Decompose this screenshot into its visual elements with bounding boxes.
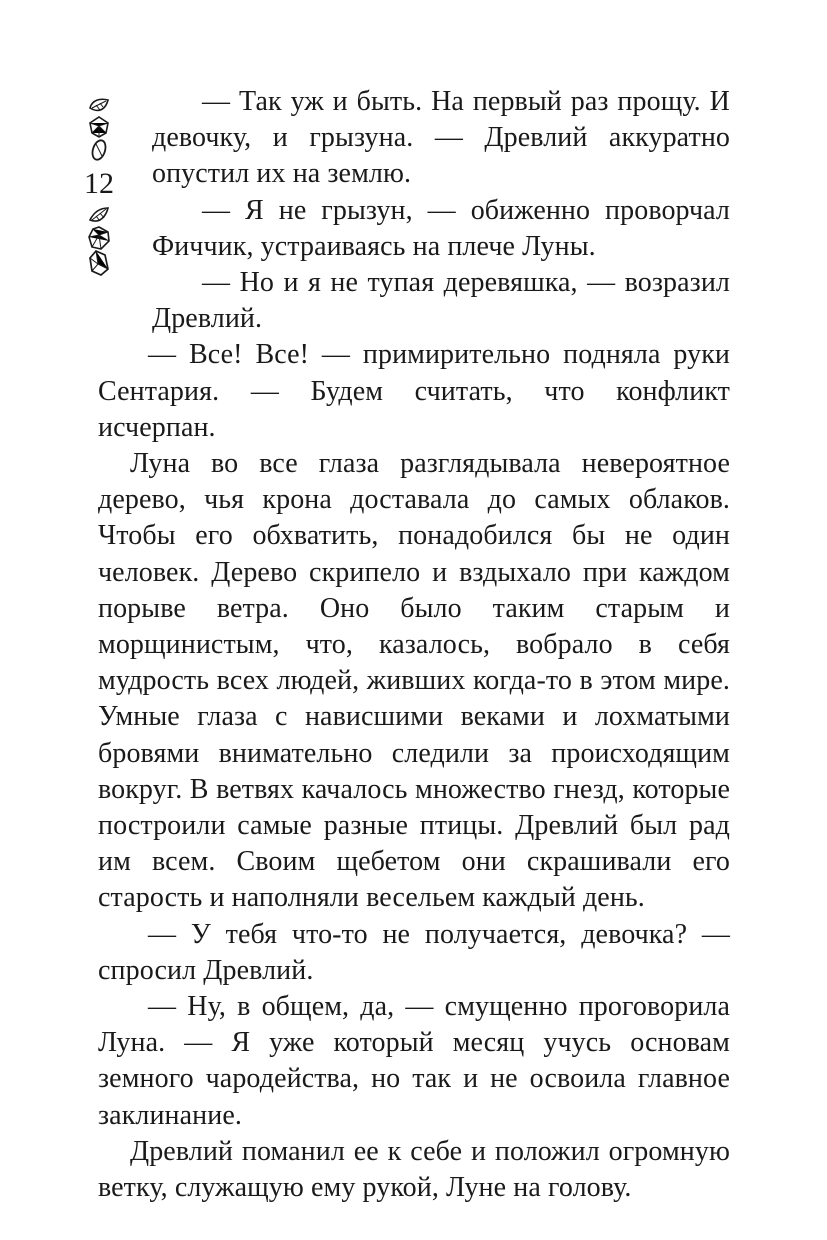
paragraph: Древлий поманил ее к себе и положил огромную ветку, служащую ему рукой, Луне на голову. bbox=[98, 1135, 730, 1204]
paragraph: — Так уж и быть. На первый раз прощу. И девочку, и грызуна. — Древлий аккуратно опустил их на землю. bbox=[152, 86, 730, 190]
paragraph: — Все! Все! — примирительно подняла руки Сентария. — Будем считать, что конфликт исчерпан. bbox=[98, 339, 730, 443]
paragraph: — Но и я не тупая деревяшка, — возразил Древлий. bbox=[152, 267, 730, 335]
paragraph: — Ну, в общем, да, — смущенно проговорила Луна. — Я уже который месяц учусь основам земного чародейства, но так и не освоила главное заклинание. bbox=[98, 991, 730, 1131]
paragraph: — У тебя что-то не получается, девочка? — спросил Древлий. bbox=[98, 918, 730, 986]
paragraph: Луна во все глаза разглядывала невероятное дерево, чья крона доставала до самых облаков. Чтобы его обхватить, понадобился бы не один человек. Дерево скрипело и вздыхало при каждом порыве ветра. Оно было таким старым и морщинистым, что, казалось, вобрало в себя мудрость всех людей, живших когда-то в этом мире. Умные глаза с нависшими веками и лохматыми бровями внимательно следили за происходящим вокруг. В ветвях качалось множество гнезд, которые построили самые разные птицы. Древлий был рад им всем. Своим щебетом они скрашивали его старость и наполняли весельем каждый день. bbox=[98, 448, 730, 914]
paragraph: — Я не грызун, — обиженно проворчал Фиччик, устраиваясь на плече Луны. bbox=[152, 194, 730, 262]
page-number: 12 bbox=[84, 167, 114, 200]
page-text bbox=[98, 84, 730, 1206]
